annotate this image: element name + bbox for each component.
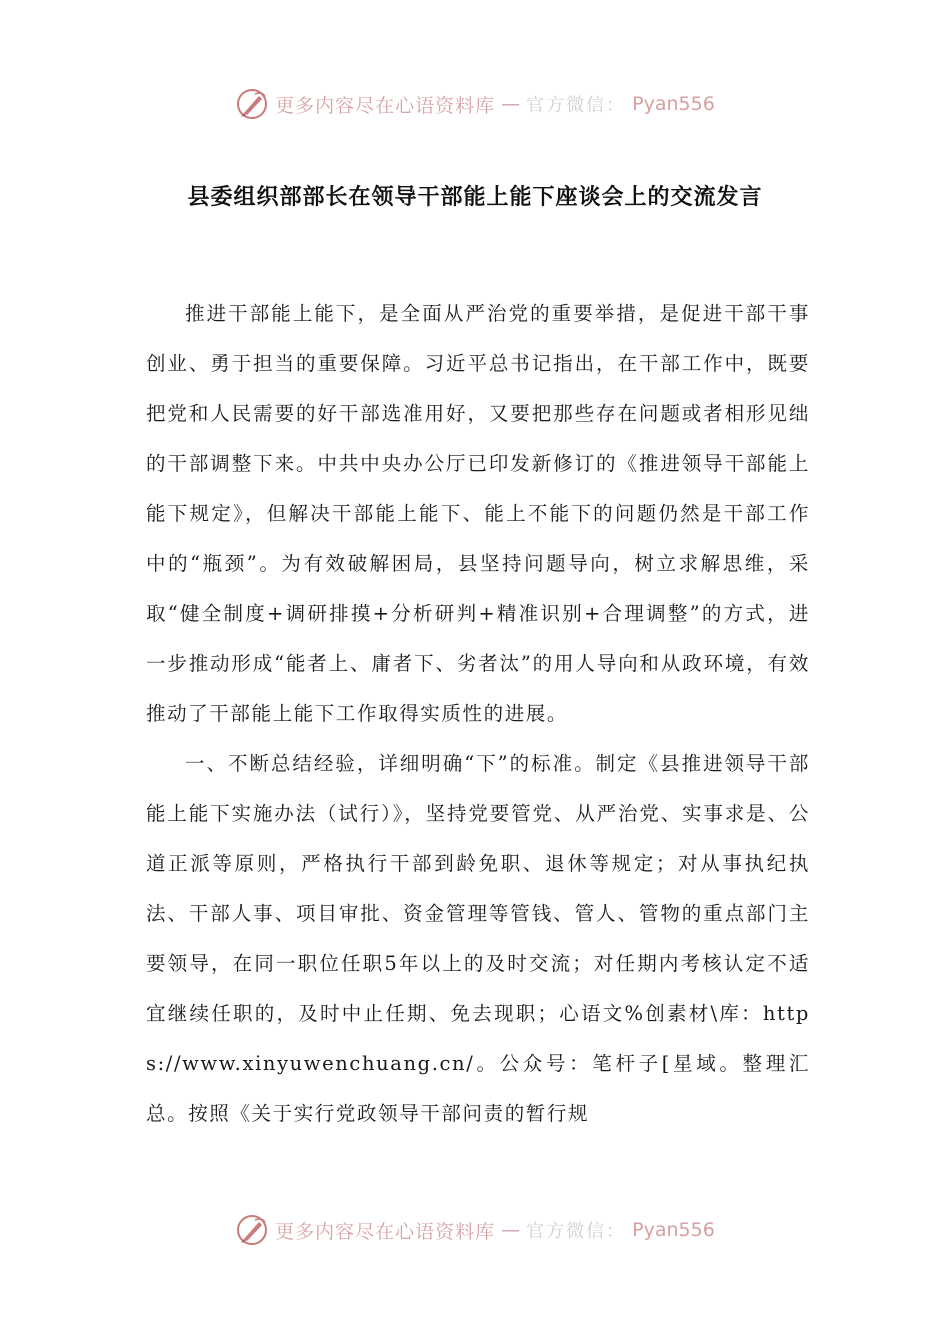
- watermark-separator: —: [501, 93, 521, 115]
- watermark-contact-id: Pyan556: [632, 93, 715, 115]
- watermark-site-text: 更多内容尽在心语资料库: [275, 1220, 496, 1243]
- body-paragraph-section-one: 一、不断总结经验，详细明确“下”的标准。制定《县推进领导干部能上能下实施办法（试行）》，坚持党要管党、从严治党、实事求是、公道正派等原则，严格执行干部到龄免职、退休等规定；对从事执纪执法、干部人事、项目审批、资金管理等管钱、管人、管物的重点部门主要领导，在同一职位任职5年以上的及时交流；对任期内考核认定不适宜继续任职的，及时中止任期、免去现职；心语文%创素材\库：https://www.xinyuwenchuang.cn/。公众号：笔杆子[星域。整理汇总。按照《关于实行党政领导干部问责的暂行规: [146, 752, 810, 1125]
- watermark-footer: [0, 1210, 950, 1250]
- watermark-header: [0, 84, 950, 124]
- watermark-site-text: 更多内容尽在心语资料库: [275, 94, 496, 117]
- quill-pen-logo-icon: [235, 87, 269, 121]
- watermark-contact-label: 官方微信：: [526, 95, 627, 116]
- watermark-separator: —: [501, 1219, 521, 1241]
- watermark-contact-id: Pyan556: [632, 1219, 715, 1241]
- document-body: [146, 289, 810, 1139]
- body-paragraph-intro: 推进干部能上能下，是全面从严治党的重要举措，是促进干部干事创业、勇于担当的重要保障。习近平总书记指出，在干部工作中，既要把党和人民需要的好干部选准用好，又要把那些存在问题或者相形见绌的干部调整下来。中共中央办公厅已印发新修订的《推进领导干部能上能下规定》，但解决干部能上能下、能上不能下的问题仍然是干部工作中的“瓶颈”。为有效破解困局，县坚持问题导向，树立求解思维，采取“健全制度+调研排摸+分析研判+精准识别+合理调整”的方式，进一步推动形成“能者上、庸者下、劣者汰”的用人导向和从政环境，有效推动了干部能上能下工作取得实质性的进展。: [146, 302, 810, 725]
- quill-pen-logo-icon: [235, 1213, 269, 1247]
- document-title: 县委组织部部长在领导干部能上能下座谈会上的交流发言: [187, 184, 763, 210]
- watermark-contact-label: 官方微信：: [526, 1221, 627, 1242]
